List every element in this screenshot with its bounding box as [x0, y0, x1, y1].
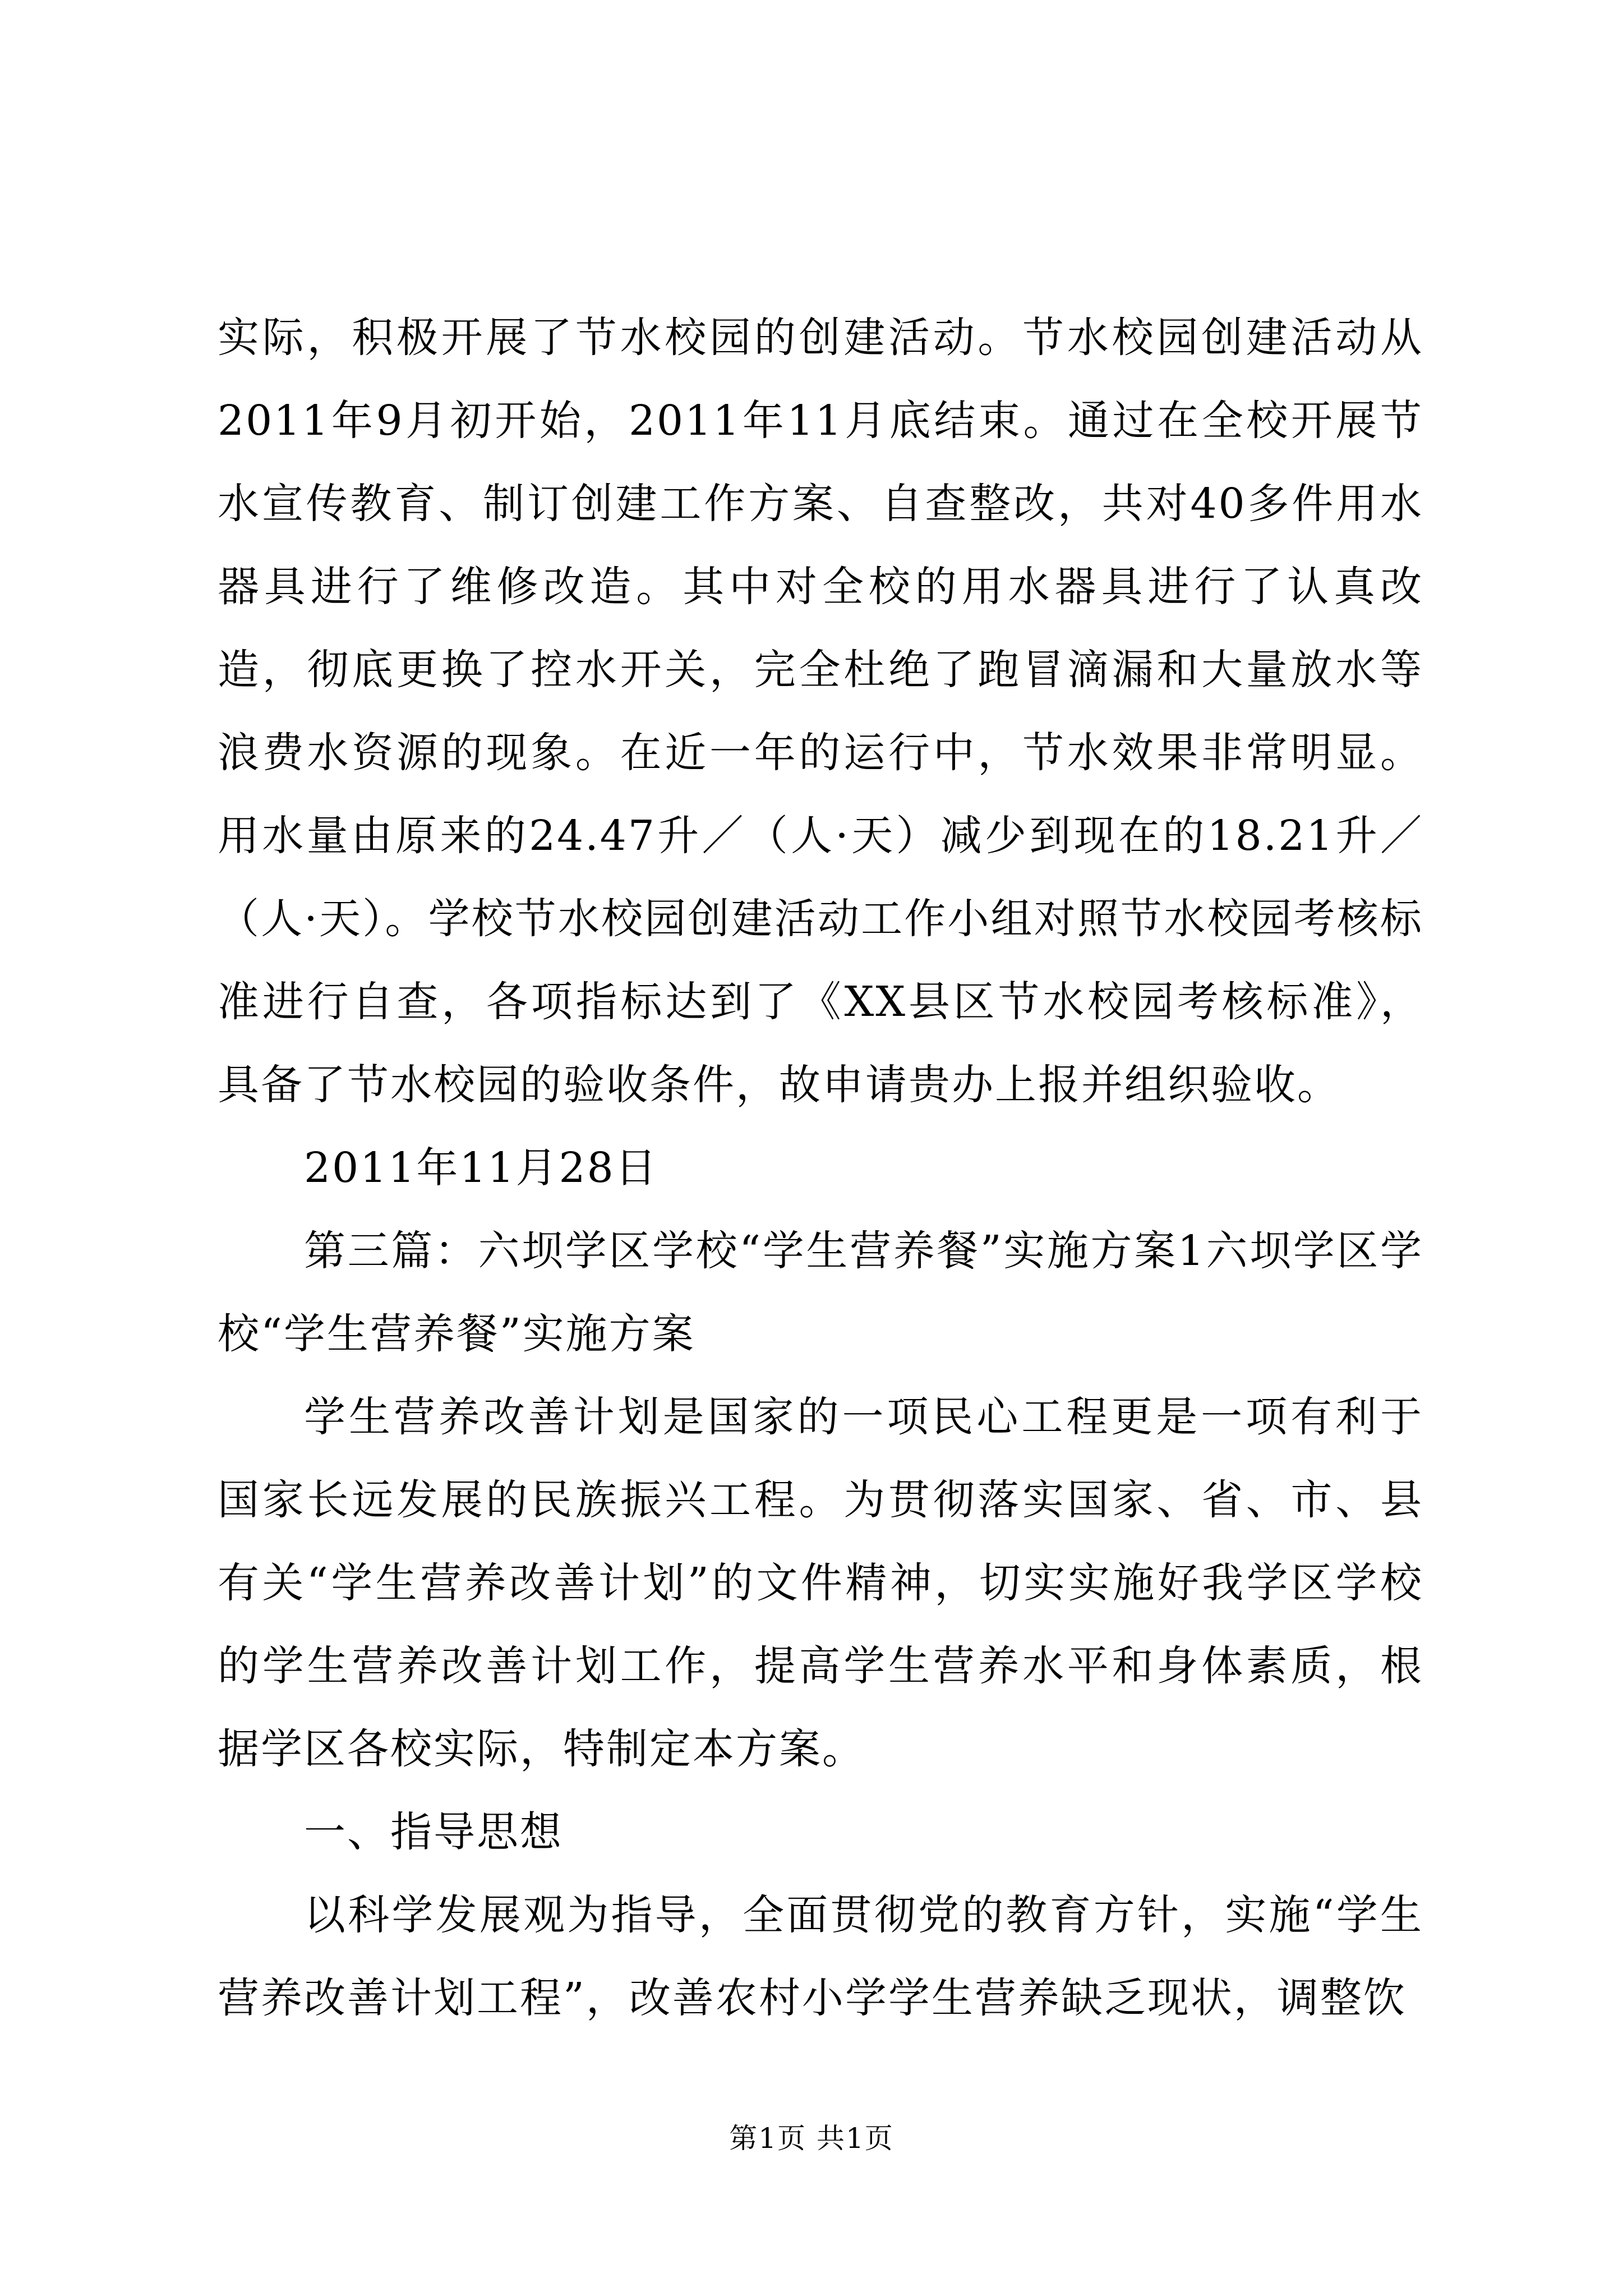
paragraph-guiding-ideology: 以科学发展观为指导，全面贯彻党的教育方针，实施“学生营养改善计划工程”，改善农村小学学生营养缺乏现状，调整饮 — [218, 1891, 1423, 2022]
paragraph-section-title: 第三篇：六坝学区学校“学生营养餐”实施方案1六坝学区学校“学生营养餐”实施方案 — [218, 1227, 1423, 1358]
paragraph-background: 学生营养改善计划是国家的一项民心工程更是一项有利于国家长远发展的民族振兴工程。为贯彻落实国家、省、市、县有关“学生营养改善计划”的文件精神，切实实施好我学区学校的学生营养改善计划工作，提高学生营养水平和身体素质，根据学区各校实际，特制定本方案。 — [218, 1393, 1423, 1773]
paragraph-date: 2011年11月28日 — [304, 1144, 658, 1192]
document-body — [218, 296, 1423, 2040]
paragraph-intro: 实际，积极开展了节水校园的创建活动。节水校园创建活动从2011年9月初开始，2011年11月底结束。通过在全校开展节水宣传教育、制订创建工作方案、自查整改，共对40多件用水器具进行了维修改造。其中对全校的用水器具进行了认真改造，彻底更换了控水开关，完全杜绝了跑冒滴漏和大量放水等浪费水资源的现象。在近一年的运行中，节水效果非常明显。用水量由原来的24.47升／（人·天）减少到现在的18.21升／（人·天）。学校节水校园创建活动工作小组对照节水校园考核标准进行自查，各项指标达到了《XX县区节水校园考核标准》，具备了节水校园的验收条件，故申请贵办上报并组织验收。 — [218, 314, 1423, 1109]
paragraph-heading-guiding-ideology: 一、指导思想 — [304, 1808, 563, 1856]
page-footer: 第1页 共1页 — [729, 2122, 894, 2155]
